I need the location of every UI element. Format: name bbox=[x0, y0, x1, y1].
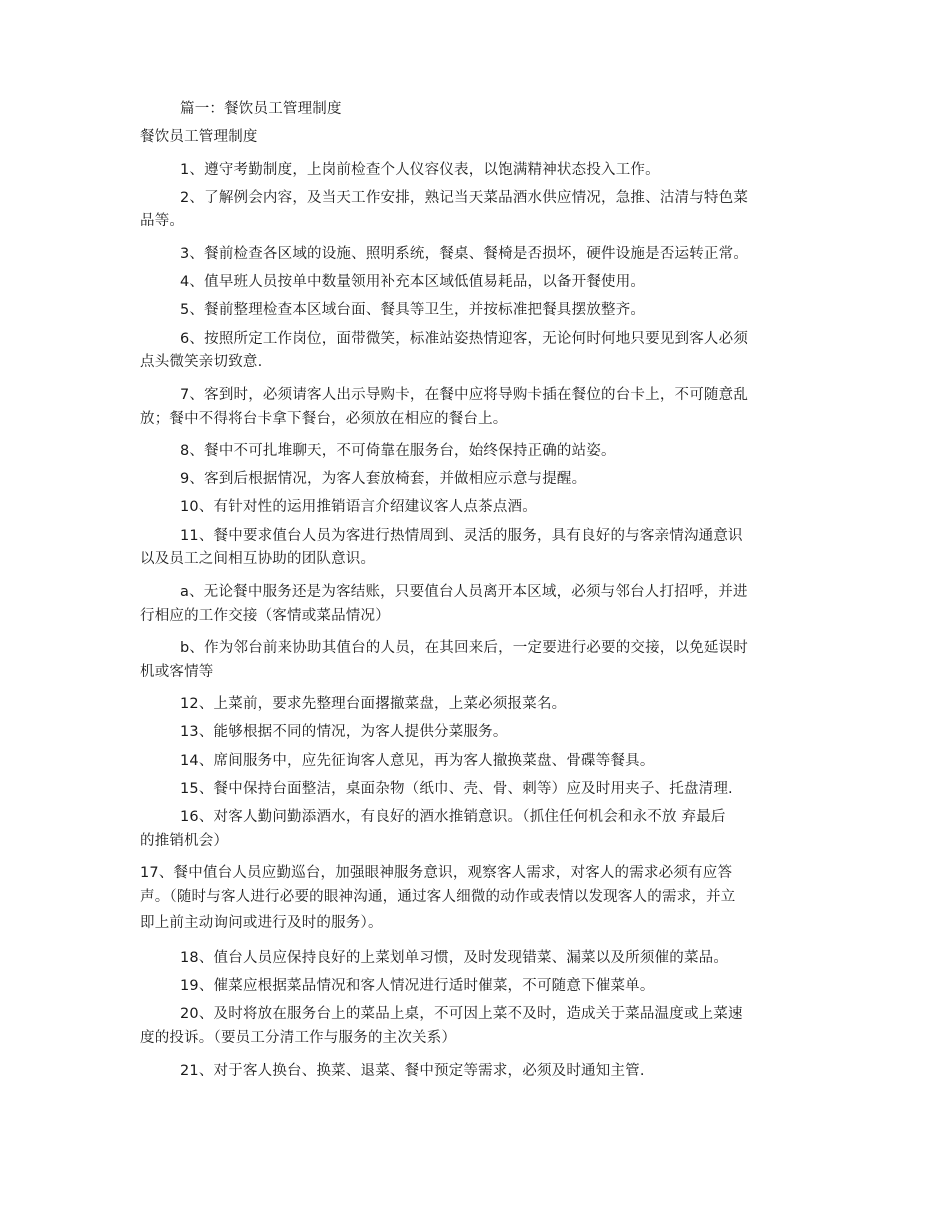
paragraph-line: 点头微笑亲切致意. bbox=[140, 354, 263, 370]
section-heading: 餐饮员工管理制度 bbox=[140, 129, 258, 145]
paragraph-line: 6、按照所定工作岗位，面带微笑，标准站姿热情迎客，无论何时何地只要见到客人必须 bbox=[180, 331, 749, 347]
paragraph-line: 品等。 bbox=[140, 213, 185, 229]
paragraph-line: 21、对于客人换台、换菜、退菜、餐中预定等需求，必须及时通知主管. bbox=[180, 1063, 645, 1079]
paragraph-line: 17、餐中值台人员应勤巡台，加强眼神服务意识，观察客人需求，对客人的需求必须有应答 bbox=[140, 865, 733, 881]
paragraph-line: 10、有针对性的运用推销语言介绍建议客人点茶点酒。 bbox=[180, 499, 537, 515]
paragraph-line: 16、对客人勤问勤添酒水，有良好的酒水推销意识。（抓住任何机会和永不放 弃最后 bbox=[180, 809, 726, 825]
paragraph-line: 7、客到时，必须请客人出示导购卡，在餐中应将导购卡插在餐位的台卡上，不可随意乱 bbox=[180, 387, 749, 403]
paragraph-line: 机或客情等 bbox=[140, 664, 214, 680]
paragraph-line: 放；餐中不得将台卡拿下餐台，必须放在相应的餐台上。 bbox=[140, 411, 508, 427]
paragraph-line: 12、上菜前，要求先整理台面撂撤菜盘，上菜必须报菜名。 bbox=[180, 696, 567, 712]
paragraph-line: b、作为邻台前来协助其值台的人员，在其回来后，一定要进行必要的交接，以免延误时 bbox=[180, 640, 749, 656]
paragraph-line: 18、值台人员应保持良好的上菜划单习惯，及时发现错菜、漏菜以及所须催的菜品。 bbox=[180, 950, 729, 966]
paragraph-line: 度的投诉。（要员工分清工作与服务的主次关系） bbox=[140, 1030, 457, 1046]
paragraph-line: 14、席间服务中，应先征询客人意见，再为客人撤换菜盘、骨碟等餐具。 bbox=[180, 753, 655, 769]
paragraph-line: 19、催菜应根据菜品情况和客人情况进行适时催菜，不可随意下催菜单。 bbox=[180, 978, 655, 994]
paragraph-line: a、无论餐中服务还是为客结账，只要值台人员离开本区域，必须与邻台人打招呼，并进 bbox=[180, 584, 748, 600]
paragraph-line: 9、客到后根据情况，为客人套放椅套，并做相应示意与提醒。 bbox=[180, 471, 587, 487]
paragraph-line: 以及员工之间相互协助的团队意识。 bbox=[140, 551, 376, 567]
paragraph-line: 11、餐中要求值台人员为客进行热情周到、灵活的服务，具有良好的与客亲情沟通意识 bbox=[180, 528, 743, 544]
paragraph-line: 1、遵守考勤制度，上岗前检查个人仪容仪表，以饱满精神状态投入工作。 bbox=[180, 162, 660, 178]
paragraph-line: 2、了解例会内容，及当天工作安排，熟记当天菜品酒水供应情况，急推、沽清与特色菜 bbox=[180, 190, 749, 206]
paragraph-line: 5、餐前整理检查本区域台面、餐具等卫生，并按标准把餐具摆放整齐。 bbox=[180, 302, 646, 318]
paragraph-line: 8、餐中不可扎堆聊天，不可倚靠在服务台，始终保持正确的站姿。 bbox=[180, 443, 616, 459]
paragraph-line: 声。（随时与客人进行必要的眼神沟通，通过客人细微的动作或表情以发现客人的需求，并立 bbox=[140, 889, 736, 905]
paragraph-line: 3、餐前检查各区域的设施、照明系统，餐桌、餐椅是否损坏，硬件设施是否运转正常。 bbox=[180, 246, 749, 262]
paragraph-line: 4、值早班人员按单中数量领用补充本区域低值易耗品，以备开餐使用。 bbox=[180, 274, 646, 290]
paragraph-line: 的推销机会） bbox=[140, 833, 229, 849]
paragraph-line: 20、及时将放在服务台上的菜品上桌，不可因上菜不及时，造成关于菜品温度或上菜速 bbox=[180, 1006, 743, 1022]
paragraph-line: 15、餐中保持台面整洁，桌面杂物（纸巾、壳、骨、刺等）应及时用夹子、托盘清理. bbox=[180, 781, 733, 797]
paragraph-line: 即上前主动询问或进行及时的服务）。 bbox=[140, 915, 383, 931]
paragraph-line: 13、能够根据不同的情况，为客人提供分菜服务。 bbox=[180, 724, 508, 740]
paragraph-line: 行相应的工作交接（客情或菜品情况） bbox=[140, 608, 390, 624]
document-title: 篇一：餐饮员工管理制度 bbox=[180, 101, 342, 117]
